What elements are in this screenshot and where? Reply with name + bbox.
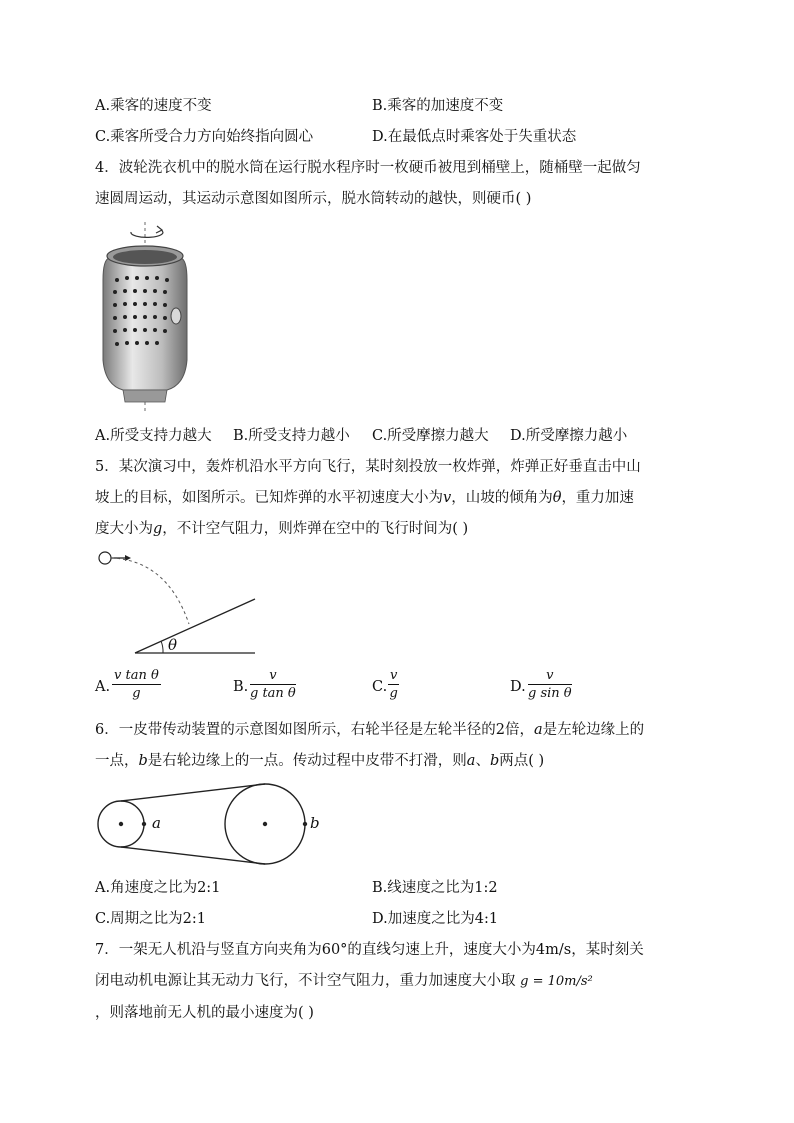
- q3-option-a: A.乘客的速度不变: [95, 98, 212, 114]
- belt-drive-figure: [95, 780, 325, 870]
- q5-option-c-label: C.: [372, 679, 388, 695]
- q5-option-b-label: B.: [233, 679, 249, 695]
- q5-stem-line2: 坡上的目标，如图所示。已知炸弹的水平初速度大小为v，山坡的倾角为θ，重力加速: [95, 490, 634, 506]
- q4-stem-line1: 4．波轮洗衣机中的脱水筒在运行脱水程序时一枚硬币被甩到桶壁上，随桶壁一起做匀: [95, 160, 641, 176]
- q6-stem-line2: 一点，b是右轮边缘上的一点。传动过程中皮带不打滑，则a、b两点( ): [95, 753, 545, 769]
- q4-option-b: B.所受支持力越小: [233, 428, 350, 444]
- q5-stem-line3: 度大小为g，不计空气阻力，则炸弹在空中的飞行时间为( ): [95, 521, 469, 537]
- q5-option-b-fraction: $\frac{v}{\text{g tan θ}}$: [250, 668, 296, 701]
- q7-stem-line2: 闭电动机电源让其无动力飞行，不计空气阻力，重力加速度大小取 g = 10m/s²: [95, 973, 593, 989]
- q3-option-d: D.在最低点时乘客处于失重状态: [372, 129, 577, 145]
- q5-option-d-fraction: $\frac{v}{\text{g sin θ}}$: [528, 668, 572, 701]
- q6-option-a: A.角速度之比为2:1: [95, 880, 221, 896]
- q6-option-c: C.周期之比为2:1: [95, 911, 207, 927]
- q5-option-c-fraction: $\frac{v}{g}$: [389, 668, 398, 701]
- q4-option-d: D.所受摩擦力越小: [510, 428, 628, 444]
- q4-stem-line2: 速圆周运动，其运动示意图如图所示，脱水筒转动的越快，则硬币( ): [95, 191, 532, 207]
- point-b-label: b: [310, 814, 320, 832]
- q6-option-b: B.线速度之比为1:2: [372, 880, 498, 896]
- bomb-icon: [99, 552, 111, 564]
- q7-stem-line3: ，则落地前无人机的最小速度为( ): [95, 1005, 314, 1021]
- q4-option-c: C.所受摩擦力越大: [372, 428, 489, 444]
- q5-option-d-label: D.: [510, 679, 526, 695]
- q5-option-a-label: A.: [95, 679, 111, 695]
- q7-stem-line1: 7．一架无人机沿与竖直方向夹角为60°的直线匀速上升，速度大小为4m/s，某时刻关: [95, 942, 644, 958]
- point-a-label: a: [152, 814, 161, 832]
- q6-stem-line1: 6．一皮带传动装置的示意图如图所示，右轮半径是左轮半径的2倍，a是左轮边缘上的: [95, 722, 645, 738]
- q3-option-b: B.乘客的加速度不变: [372, 98, 504, 114]
- q5-stem-line1: 5．某次演习中，轰炸机沿水平方向飞行，某时刻投放一枚炸弹，炸弹正好垂直击中山: [95, 459, 641, 475]
- q3-option-c: C.乘客所受合力方向始终指向圆心: [95, 129, 314, 145]
- angle-theta-label: θ: [168, 636, 178, 654]
- q4-option-a: A.所受支持力越大: [95, 428, 212, 444]
- q6-option-d: D.加速度之比为4:1: [372, 911, 499, 927]
- coin-icon: [171, 308, 181, 324]
- q5-option-a-fraction: $\frac{\text{v tan θ}}{g}$: [114, 668, 159, 701]
- bomber-slope-figure: [95, 548, 265, 658]
- spin-dryer-figure: [95, 220, 195, 415]
- gravity-value: g = 10m/s²: [520, 974, 593, 989]
